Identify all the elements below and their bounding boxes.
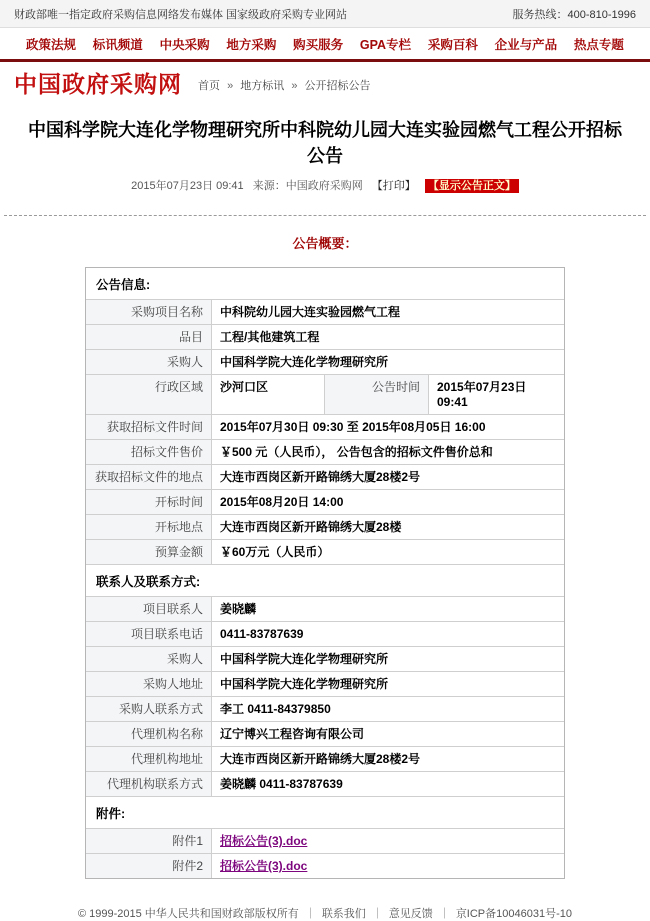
table-section-header: 公告信息:: [86, 268, 564, 299]
row-value: 姜晓麟 0411-83787639: [220, 777, 343, 792]
breadcrumb-home[interactable]: 首页: [198, 80, 220, 92]
article-source: 来源：中国政府采购网: [252, 180, 363, 193]
row-value: 2015年07月30日 09:30 至 2015年08月05日 16:00: [220, 420, 486, 435]
table-row: [86, 324, 564, 349]
table-row: [86, 721, 564, 746]
footer-contact-link[interactable]: 联系我们: [321, 908, 366, 921]
service-hotline: 服务热线：400-810-1996: [512, 8, 636, 21]
row-label: 招标文件售价: [86, 440, 212, 464]
row-value: [212, 854, 564, 878]
attachment-link[interactable]: 招标公告(3).doc: [220, 834, 308, 849]
publish-datetime: 2015年07月23日 09:41: [131, 180, 244, 193]
row-value: ￥500 元（人民币）， 公告包含的招标文件售价总和: [220, 445, 493, 460]
summary-heading: 公告概要：: [292, 236, 358, 252]
row-value: 中国科学院大连化学物理研究所: [220, 677, 389, 692]
table-row: [86, 299, 564, 324]
row-label: 公告时间: [324, 375, 429, 414]
table-row: [86, 621, 564, 646]
breadcrumb-separator: »: [291, 80, 298, 92]
nav-item[interactable]: 政策法规: [26, 37, 77, 52]
table-row: [86, 439, 564, 464]
row-label: 品目: [86, 325, 212, 349]
row-value: 中国科学院大连化学物理研究所: [220, 652, 389, 667]
nav-item[interactable]: GPA专栏: [359, 37, 412, 52]
footer-line: [0, 905, 650, 921]
nav-item[interactable]: 企业与产品: [494, 37, 558, 52]
table-row: [86, 853, 564, 878]
table-row: [86, 646, 564, 671]
site-slogan: 财政部唯一指定政府采购信息网络发布媒体 国家级政府采购专业网站: [14, 8, 348, 21]
row-label: 获取招标文件时间: [86, 415, 212, 439]
row-label: 附件2: [86, 854, 212, 878]
table-row: [86, 349, 564, 374]
nav-item[interactable]: 采购百科: [427, 37, 478, 52]
row-label: 采购人联系方式: [86, 697, 212, 721]
row-label: 开标时间: [86, 490, 212, 514]
nav-item[interactable]: 热点专题: [573, 37, 624, 52]
breadcrumb-section[interactable]: 地方标讯: [240, 80, 285, 92]
row-label: 项目联系人: [86, 597, 212, 621]
footer-separator: ｜: [304, 908, 316, 921]
top-strip: [0, 0, 650, 28]
row-value: 工程/其他建筑工程: [220, 330, 320, 345]
row-label: 采购项目名称: [86, 300, 212, 324]
row-value: 2015年07月23日 09:41: [437, 380, 527, 410]
table-row: [86, 414, 564, 439]
row-value: 2015年08月20日 14:00: [220, 495, 344, 510]
row-value: 中科院幼儿园大连实验园燃气工程: [220, 305, 401, 320]
row-value: 沙河口区: [220, 380, 269, 395]
row-value: 大连市西岗区新开路锦绣大厦28楼2号: [220, 470, 421, 485]
page-title: 中国科学院大连化学物理研究所中科院幼儿园大连实验园燃气工程公开招标公告: [28, 120, 622, 167]
table-row: [86, 489, 564, 514]
footer-separator: ｜: [438, 908, 450, 921]
article-meta: [0, 177, 650, 193]
table-row: [86, 771, 564, 796]
footer-feedback-link[interactable]: 意见反馈: [388, 908, 433, 921]
breadcrumb: [198, 77, 371, 96]
breadcrumb-separator: »: [227, 80, 234, 92]
row-label: 预算金额: [86, 540, 212, 564]
table-row: [86, 596, 564, 621]
row-value: [212, 829, 564, 853]
table-section-header: 联系人及联系方式:: [86, 564, 564, 596]
row-label: 采购人地址: [86, 672, 212, 696]
table-section-header: 附件:: [86, 796, 564, 828]
row-label: 项目联系电话: [86, 622, 212, 646]
table-row: [86, 374, 564, 414]
row-value: 中国科学院大连化学物理研究所: [220, 355, 389, 370]
show-announcement-button[interactable]: 【显示公告正文】: [425, 179, 519, 193]
table-row: [86, 464, 564, 489]
attachment-link[interactable]: 招标公告(3).doc: [220, 859, 308, 874]
row-value: ￥60万元（人民币）: [220, 545, 330, 560]
row-label: 采购人: [86, 350, 212, 374]
row-value: 大连市西岗区新开路锦绣大厦28楼: [220, 520, 402, 535]
table-row: [86, 746, 564, 771]
row-value: 李工 0411-84379850: [220, 702, 331, 717]
footer-icp: 京ICP备10046031号-10: [455, 908, 572, 921]
row-value: 0411-83787639: [220, 627, 304, 642]
row-label: 采购人: [86, 647, 212, 671]
row-label: 代理机构地址: [86, 747, 212, 771]
dashed-divider: [4, 215, 646, 216]
row-value: 辽宁博兴工程咨询有限公司: [220, 727, 365, 742]
table-row: [86, 696, 564, 721]
row-label: 行政区域: [86, 375, 212, 414]
print-button[interactable]: 【打印】: [371, 180, 416, 193]
nav-item[interactable]: 购买服务: [293, 37, 344, 52]
row-label: 附件1: [86, 829, 212, 853]
summary-table: [85, 267, 565, 879]
row-label: 获取招标文件的地点: [86, 465, 212, 489]
row-value: 大连市西岗区新开路锦绣大厦28楼2号: [220, 752, 421, 767]
row-label: 开标地点: [86, 515, 212, 539]
table-row: [86, 671, 564, 696]
table-row: [86, 514, 564, 539]
row-label: 代理机构名称: [86, 722, 212, 746]
nav-item[interactable]: 中央采购: [159, 37, 210, 52]
footer-separator: ｜: [371, 908, 383, 921]
row-value: 姜晓麟: [220, 602, 257, 617]
nav-item[interactable]: 地方采购: [226, 37, 277, 52]
row-label: 代理机构联系方式: [86, 772, 212, 796]
table-row: [86, 828, 564, 853]
breadcrumb-current: 公开招标公告: [304, 80, 371, 92]
site-logo[interactable]: 中国政府采购网: [14, 71, 182, 97]
nav-item[interactable]: 标讯频道: [92, 37, 143, 52]
main-nav: [0, 28, 650, 59]
footer-copyright: © 1999-2015 中华人民共和国财政部版权所有: [77, 908, 299, 921]
table-row: [86, 539, 564, 564]
masthead: [0, 62, 650, 105]
